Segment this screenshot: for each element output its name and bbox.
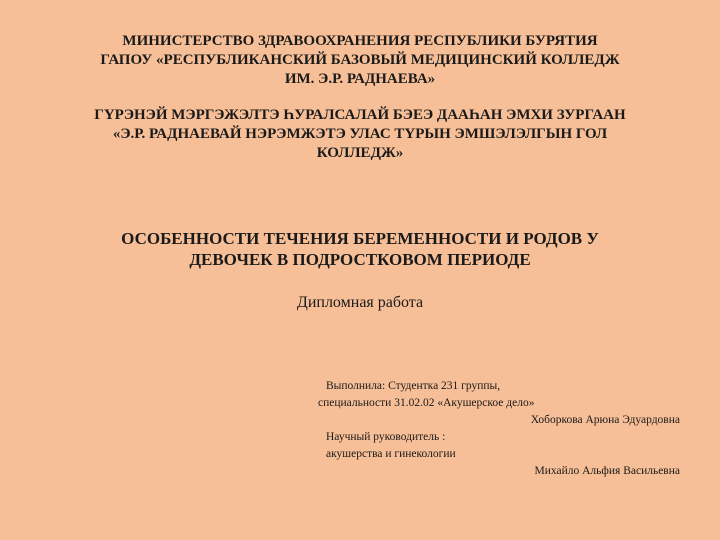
title-line-2: ДЕВОЧЕК В ПОДРОСТКОВОМ ПЕРИОДЕ bbox=[189, 250, 531, 269]
supervisor-name: Михайло Альфия Васильевна bbox=[534, 465, 680, 477]
supervisor-line-1: Научный руководитель : bbox=[326, 431, 446, 443]
buryat-line-3: КОЛЛЕДЖ» bbox=[316, 145, 404, 161]
author-info bbox=[318, 378, 680, 480]
work-type: Дипломная работа bbox=[296, 294, 424, 311]
author-line-1: Выполнила: Студентка 231 группы, bbox=[326, 380, 501, 392]
title-line-1: ОСОБЕННОСТИ ТЕЧЕНИЯ БЕРЕМЕННОСТИ И РОДОВ У bbox=[121, 229, 599, 248]
ministry-header bbox=[40, 32, 680, 89]
ministry-line-3: ИМ. Э.Р. РАДНАЕВА» bbox=[284, 71, 436, 87]
buryat-line-1: ГҮРЭНЭЙ МЭРГЭЖЭЛТЭ ҺУРАЛСАЛАЙ БЭЕЭ ДААҺАН ЭМХИ ЗУРГААН bbox=[94, 107, 626, 123]
author-name: Хоборкова Арюна Эдуардовна bbox=[530, 414, 680, 426]
thesis-title bbox=[40, 228, 680, 270]
buryat-line-2: «Э.Р. РАДНАЕВАЙ НЭРЭМЖЭТЭ УЛАС ТҮРЫН ЭМШЭЛЭЛГЫН ГОЛ bbox=[112, 126, 608, 142]
ministry-line-1: МИНИСТЕРСТВО ЗДРАВООХРАНЕНИЯ РЕСПУБЛИКИ БУРЯТИЯ bbox=[122, 33, 598, 49]
buryat-header bbox=[40, 106, 680, 163]
supervisor-line-2: акушерства и гинекологии bbox=[326, 448, 456, 460]
author-line-2: специальности 31.02.02 «Акушерское дело» bbox=[318, 397, 535, 409]
ministry-line-2: ГАПОУ «РЕСПУБЛИКАНСКИЙ БАЗОВЫЙ МЕДИЦИНСКИЙ КОЛЛЕДЖ bbox=[100, 52, 620, 68]
